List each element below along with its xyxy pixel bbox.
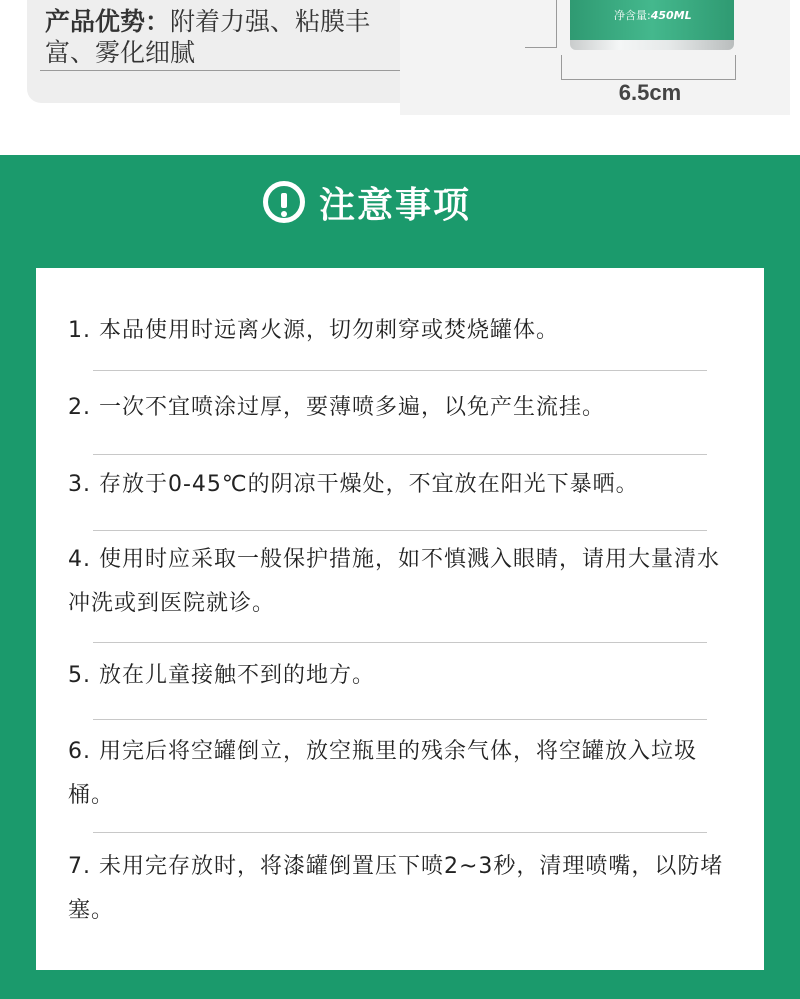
notice-title: 注意事项 xyxy=(319,184,472,226)
top-strip xyxy=(0,0,800,155)
notice-item-3: 3. 存放于0-45℃的阴凉干燥处，不宜放在阳光下暴晒。 xyxy=(68,472,639,497)
notice-header xyxy=(263,176,471,228)
advantage-label: 产品优势： xyxy=(45,7,171,36)
notice-divider xyxy=(93,642,707,643)
notice-item-6: 6. 用完后将空罐倒立，放空瓶里的残余气体，将空罐放入垃圾桶。 xyxy=(68,739,697,808)
advantage-underline xyxy=(40,70,410,71)
dimension-label: 6.5cm xyxy=(618,80,682,105)
can-net-content xyxy=(614,7,692,23)
notice-divider xyxy=(93,530,707,531)
exclamation-circle-icon xyxy=(263,181,305,223)
notice-divider xyxy=(93,719,707,720)
notice-item-7: 7. 未用完存放时，将漆罐倒置压下喷2~3秒，清理喷嘴，以防堵塞。 xyxy=(68,854,724,923)
notice-divider xyxy=(93,370,707,371)
spray-can-image xyxy=(570,0,734,50)
notice-item-4: 4. 使用时应采取一般保护措施，如不慎溅入眼睛，请用大量清水冲洗或到医院就诊。 xyxy=(68,547,720,616)
dimension-guide-right xyxy=(735,55,736,80)
notice-item-2: 2. 一次不宜喷涂过厚，要薄喷多遍，以免产生流挂。 xyxy=(68,395,605,420)
notice-divider xyxy=(93,454,707,455)
dimension-guide-left xyxy=(561,55,562,80)
notice-item-5: 5. 放在儿童接触不到的地方。 xyxy=(68,663,375,688)
can-net-label: 净含量: xyxy=(614,9,651,22)
can-net-value: 450ML xyxy=(650,9,692,22)
notice-divider xyxy=(93,832,707,833)
dimension-guide-left-top xyxy=(556,0,557,47)
dimension-guide-tick xyxy=(525,47,557,48)
notice-item-1: 1. 本品使用时远离火源，切勿刺穿或焚烧罐体。 xyxy=(68,318,559,343)
advantage-text xyxy=(45,6,410,68)
advantage-value: 附着力强、粘膜丰富、雾化细腻 xyxy=(45,7,371,67)
